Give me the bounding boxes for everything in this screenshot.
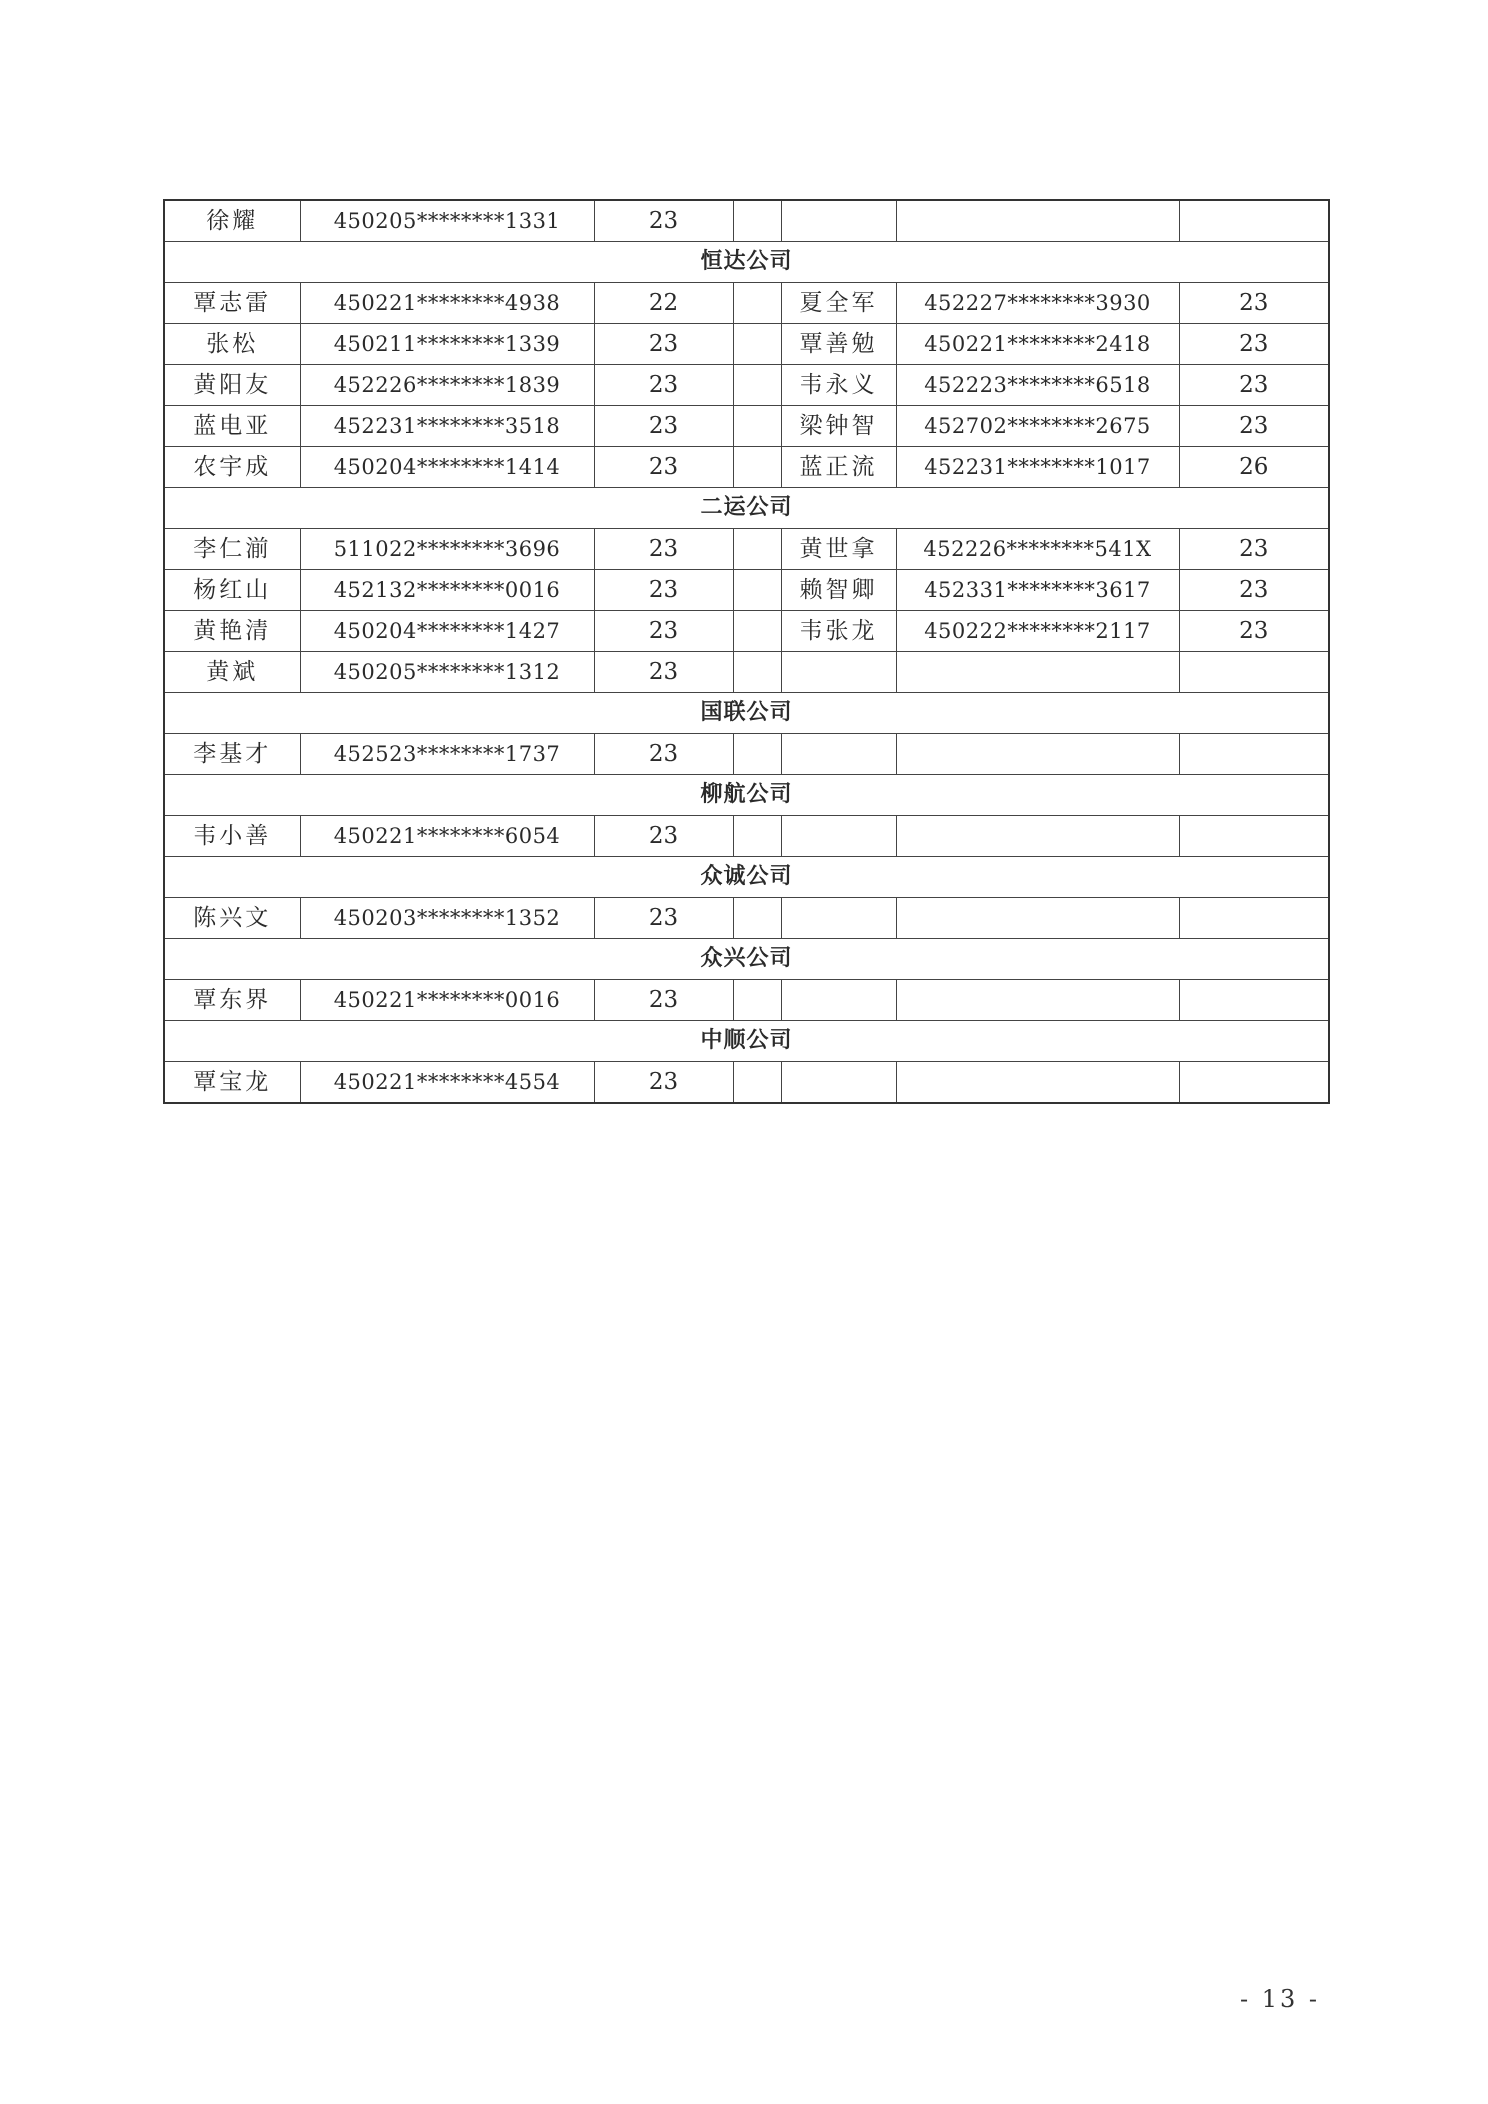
table-row — [164, 734, 1329, 775]
id-number: 450221********0016 — [300, 980, 594, 1021]
person-name: 李仁湔 — [164, 529, 300, 570]
table-row — [164, 529, 1329, 570]
age-value: 23 — [594, 980, 733, 1021]
id-number: 450205********1312 — [300, 652, 594, 693]
age-value: 23 — [1179, 611, 1329, 652]
id-number: 450221********4938 — [300, 283, 594, 324]
table-row — [164, 570, 1329, 611]
id-number: 452132********0016 — [300, 570, 594, 611]
empty-cell — [896, 200, 1179, 242]
id-number: 452223********6518 — [896, 365, 1179, 406]
person-name: 覃宝龙 — [164, 1062, 300, 1104]
person-name: 梁钟智 — [781, 406, 896, 447]
person-name: 黄斌 — [164, 652, 300, 693]
person-name: 韦永义 — [781, 365, 896, 406]
person-name: 张松 — [164, 324, 300, 365]
age-value: 23 — [594, 570, 733, 611]
age-value: 23 — [1179, 324, 1329, 365]
id-number: 450204********1414 — [300, 447, 594, 488]
id-number: 450205********1331 — [300, 200, 594, 242]
spacer-cell — [733, 734, 781, 775]
empty-cell — [781, 734, 896, 775]
company-name: 众诚公司 — [164, 857, 1329, 898]
id-number: 450211********1339 — [300, 324, 594, 365]
empty-cell — [1179, 980, 1329, 1021]
spacer-cell — [733, 611, 781, 652]
age-value: 23 — [594, 447, 733, 488]
person-name: 覃志雷 — [164, 283, 300, 324]
company-name: 二运公司 — [164, 488, 1329, 529]
table-row — [164, 652, 1329, 693]
spacer-cell — [733, 898, 781, 939]
empty-cell — [1179, 734, 1329, 775]
empty-cell — [896, 1062, 1179, 1104]
person-name: 覃东界 — [164, 980, 300, 1021]
spacer-cell — [733, 980, 781, 1021]
table-row — [164, 980, 1329, 1021]
table-row — [164, 1062, 1329, 1104]
table-row — [164, 406, 1329, 447]
id-number: 452227********3930 — [896, 283, 1179, 324]
table-row — [164, 200, 1329, 242]
person-name: 韦小善 — [164, 816, 300, 857]
table-row — [164, 324, 1329, 365]
spacer-cell — [733, 365, 781, 406]
person-name: 杨红山 — [164, 570, 300, 611]
age-value: 23 — [594, 406, 733, 447]
person-name: 夏全军 — [781, 283, 896, 324]
age-value: 23 — [594, 324, 733, 365]
spacer-cell — [733, 406, 781, 447]
page-number: - 13 - — [1240, 1985, 1321, 2013]
id-number: 450221********2418 — [896, 324, 1179, 365]
empty-cell — [781, 980, 896, 1021]
id-number: 452231********3518 — [300, 406, 594, 447]
person-name: 蓝正流 — [781, 447, 896, 488]
age-value: 23 — [594, 365, 733, 406]
company-header-row — [164, 242, 1329, 283]
empty-cell — [896, 898, 1179, 939]
spacer-cell — [733, 447, 781, 488]
person-name: 农宇成 — [164, 447, 300, 488]
id-number: 450221********4554 — [300, 1062, 594, 1104]
age-value: 22 — [594, 283, 733, 324]
age-value: 23 — [594, 611, 733, 652]
personnel-table — [163, 199, 1330, 1104]
table-row — [164, 283, 1329, 324]
company-name: 国联公司 — [164, 693, 1329, 734]
age-value: 23 — [594, 652, 733, 693]
empty-cell — [781, 652, 896, 693]
company-header-row — [164, 488, 1329, 529]
empty-cell — [781, 1062, 896, 1104]
empty-cell — [1179, 652, 1329, 693]
empty-cell — [1179, 1062, 1329, 1104]
spacer-cell — [733, 816, 781, 857]
spacer-cell — [733, 283, 781, 324]
id-number: 450221********6054 — [300, 816, 594, 857]
age-value: 23 — [594, 200, 733, 242]
person-name: 黄阳友 — [164, 365, 300, 406]
person-name: 陈兴文 — [164, 898, 300, 939]
id-number: 452702********2675 — [896, 406, 1179, 447]
id-number: 450222********2117 — [896, 611, 1179, 652]
empty-cell — [781, 816, 896, 857]
company-name: 众兴公司 — [164, 939, 1329, 980]
table-row — [164, 898, 1329, 939]
empty-cell — [1179, 200, 1329, 242]
spacer-cell — [733, 1062, 781, 1104]
age-value: 23 — [1179, 570, 1329, 611]
id-number: 452231********1017 — [896, 447, 1179, 488]
age-value: 23 — [594, 1062, 733, 1104]
empty-cell — [1179, 816, 1329, 857]
empty-cell — [896, 980, 1179, 1021]
person-name: 蓝电亚 — [164, 406, 300, 447]
table-row — [164, 365, 1329, 406]
company-header-row — [164, 693, 1329, 734]
empty-cell — [896, 816, 1179, 857]
person-name: 徐耀 — [164, 200, 300, 242]
id-number: 450203********1352 — [300, 898, 594, 939]
person-name: 黄世拿 — [781, 529, 896, 570]
company-name: 恒达公司 — [164, 242, 1329, 283]
id-number: 450204********1427 — [300, 611, 594, 652]
person-name: 覃善勉 — [781, 324, 896, 365]
age-value: 23 — [1179, 406, 1329, 447]
table-row — [164, 447, 1329, 488]
company-header-row — [164, 775, 1329, 816]
personnel-table-body — [164, 200, 1329, 1103]
empty-cell — [1179, 898, 1329, 939]
person-name: 黄艳清 — [164, 611, 300, 652]
age-value: 23 — [594, 816, 733, 857]
company-name: 中顺公司 — [164, 1021, 1329, 1062]
empty-cell — [896, 652, 1179, 693]
age-value: 23 — [1179, 365, 1329, 406]
company-header-row — [164, 857, 1329, 898]
table-row — [164, 816, 1329, 857]
company-name: 柳航公司 — [164, 775, 1329, 816]
age-value: 23 — [594, 529, 733, 570]
company-header-row — [164, 1021, 1329, 1062]
spacer-cell — [733, 652, 781, 693]
person-name: 赖智卿 — [781, 570, 896, 611]
age-value: 26 — [1179, 447, 1329, 488]
empty-cell — [896, 734, 1179, 775]
age-value: 23 — [594, 734, 733, 775]
spacer-cell — [733, 200, 781, 242]
id-number: 452331********3617 — [896, 570, 1179, 611]
company-header-row — [164, 939, 1329, 980]
spacer-cell — [733, 324, 781, 365]
age-value: 23 — [1179, 283, 1329, 324]
person-name: 韦张龙 — [781, 611, 896, 652]
table-row — [164, 611, 1329, 652]
age-value: 23 — [594, 898, 733, 939]
id-number: 452523********1737 — [300, 734, 594, 775]
age-value: 23 — [1179, 529, 1329, 570]
id-number: 511022********3696 — [300, 529, 594, 570]
empty-cell — [781, 200, 896, 242]
id-number: 452226********1839 — [300, 365, 594, 406]
spacer-cell — [733, 570, 781, 611]
person-name: 李基才 — [164, 734, 300, 775]
spacer-cell — [733, 529, 781, 570]
id-number: 452226********541X — [896, 529, 1179, 570]
empty-cell — [781, 898, 896, 939]
